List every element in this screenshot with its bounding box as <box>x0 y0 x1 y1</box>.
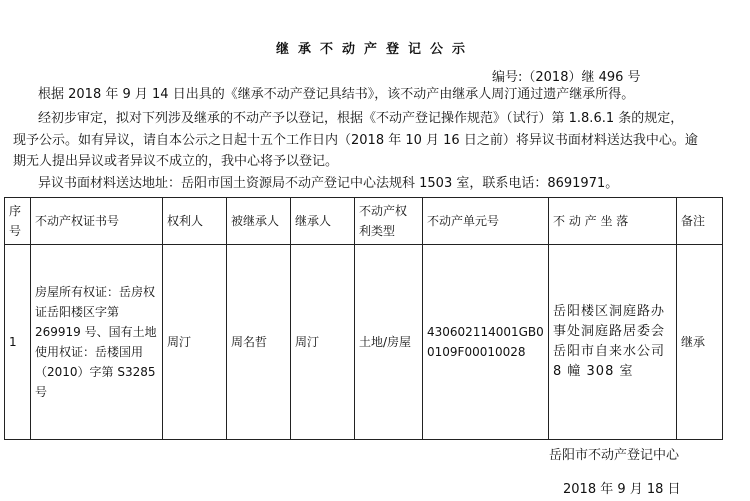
issue-date: 2018 年 9 月 18 日 <box>563 482 681 497</box>
cell-seq: 1 <box>5 245 31 440</box>
cell-heir: 周汀 <box>291 245 355 440</box>
header-heir: 继承人 <box>291 198 355 245</box>
table-header-row <box>5 198 723 245</box>
header-unit-no: 不动产单元号 <box>423 198 549 245</box>
header-cert: 不动产权证书号 <box>31 198 163 245</box>
header-note: 备注 <box>677 198 723 245</box>
notice-title: 继承不动产登记公示 <box>275 42 474 57</box>
registration-table <box>4 197 723 440</box>
cell-location: 岳阳楼区洞庭路办事处洞庭路居委会岳阳市自来水公司 8 幢 308 室 <box>549 245 677 440</box>
paragraph-objection: 现予公示。如有异议，请自本公示之日起十五个工作日内（2018 年 10 月 16 日之前）将异议书面材料送达我中心。逾 <box>13 133 698 148</box>
paragraph-review: 经初步审定，拟对下列涉及继承的不动产予以登记，根据《不动产登记操作规范》（试行）第 1.8.6.1 条的规定， <box>38 111 684 126</box>
paragraph-basis: 根据 2018 年 9 月 14 日出具的《继承不动产登记具结书》，该不动产由继承人周汀通过遗产继承所得。 <box>38 87 635 102</box>
cell-owner: 周汀 <box>163 245 227 440</box>
paragraph-address: 异议书面材料送达地址：岳阳市国土资源局不动产登记中心法规科 1503 室，联系电话：8691971。 <box>38 176 619 191</box>
cell-note: 继承 <box>677 245 723 440</box>
cell-right-type: 土地/房屋 <box>355 245 423 440</box>
header-owner: 权利人 <box>163 198 227 245</box>
header-seq: 序号 <box>5 198 31 245</box>
table-row <box>5 245 723 440</box>
cell-decedent: 周名哲 <box>227 245 291 440</box>
cell-unit-no: 430602114001GB00109F00010028 <box>423 245 549 440</box>
issuer-name: 岳阳市不动产登记中心 <box>549 448 680 463</box>
header-location: 不 动 产 坐 落 <box>549 198 677 245</box>
header-right-type: 不动产权利类型 <box>355 198 423 245</box>
header-decedent: 被继承人 <box>227 198 291 245</box>
paragraph-objection-cont: 期无人提出异议或者异议不成立的，我中心将予以登记。 <box>13 154 339 169</box>
document-number: 编号:（2018）继 496 号 <box>492 70 641 85</box>
cell-cert: 房屋所有权证：岳房权证岳阳楼区字第 269919 号、国有土地使用权证：岳楼国用（2010）字第 S3285 号 <box>31 245 163 440</box>
